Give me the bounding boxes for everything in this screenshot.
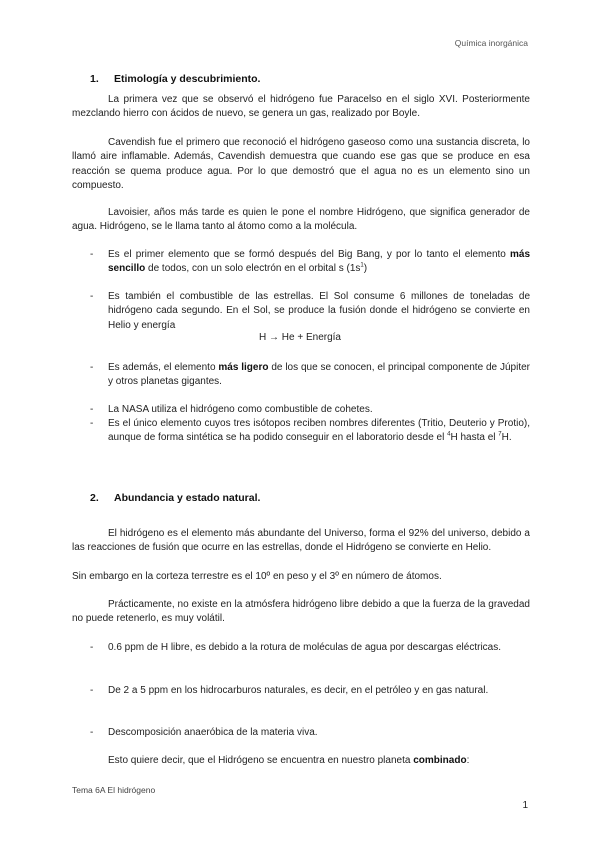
section-2-title: Abundancia y estado natural. [114, 492, 261, 504]
list-item: - Es además, el elemento más ligero de los que se conocen, el principal componente de Júpiter y otros planetas gigantes. [90, 362, 530, 388]
running-header: Química inorgánica [454, 38, 528, 48]
paragraph: El hidrógeno es el elemento más abundante del Universo, forma el 92% del universo, debido a las reacciones de fusión que ocurre en las estrellas, donde el Hidrógeno se convierte en Helio. [72, 528, 530, 554]
paragraph: Prácticamente, no existe en la atmósfera hidrógeno libre debido a que la fuerza de la gravedad no puede retenerlo, es muy volátil. [72, 599, 530, 625]
paragraph: Esto quiere decir, que el Hidrógeno se encuentra en nuestro planeta combinado: [108, 755, 470, 766]
list-item: - Es el único elemento cuyos tres isótopos reciben nombres diferentes (Tritio, Deuterio y Protio), aunque de forma sintética se ha podido conseguir en el laboratorio desde el $^4$H hasta el $^7$H. [90, 418, 530, 444]
paragraph: La primera vez que se observó el hidrógeno fue Paracelso en el siglo XVI. Posteriormente mezclando hierro con ácidos de nuevo, se genera un gas, realizado por Boyle. [72, 94, 530, 120]
section-1-number: 1. [90, 73, 99, 85]
list-item: - Es el primer elemento que se formó después del Big Bang, y por lo tanto el elemento más sencillo de todos, con un solo electrón en el orbital s $(1s^1)$ [90, 249, 530, 275]
list-item: - La NASA utiliza el hidrógeno como combustible de cohetes. [90, 404, 373, 415]
list-item: - Es también el combustible de las estrellas. El Sol consume 6 millones de toneladas de hidrógeno cada segundo. En el Sol, se produce la fusión donde el hidrógeno se convierte en Helio y energía [90, 291, 530, 331]
list-item: - Descomposición anaeróbica de la materia viva. [90, 727, 318, 738]
list-item: - 0.6 ppm de H libre, es debido a la rotura de moléculas de agua por descargas eléctricas. [90, 642, 502, 653]
section-1-title: Etimología y descubrimiento. [114, 73, 261, 85]
page-number: 1 [522, 800, 528, 811]
list-item: - De 2 a 5 ppm en los hidrocarburos naturales, es decir, en el petróleo y en gas natural. [90, 685, 489, 696]
section-1-heading [90, 73, 260, 85]
paragraph: Sin embargo en la corteza terrestre es el 10º en peso y el 3º en número de átomos. [72, 571, 442, 582]
paragraph: Cavendish fue el primero que reconoció el hidrógeno gaseoso como una sustancia discreta, lo llamó aire inflamable. Además, Cavendish demuestra que cuando ese gas que se produce en esa reacción se quema produce agua. Por lo que demostró que el agua no es un elemento sino un compuesto. [72, 137, 530, 191]
section-2-heading [90, 492, 260, 504]
running-footer: Tema 6A El hidrógeno [72, 785, 156, 795]
fusion-equation: H → He + Energía [259, 332, 341, 343]
paragraph: Lavoisier, años más tarde es quien le pone el nombre Hidrógeno, que significa generador de agua. Hidrógeno, se le llama tanto al átomo como a la molécula. [72, 207, 530, 233]
section-2-number: 2. [90, 492, 99, 504]
